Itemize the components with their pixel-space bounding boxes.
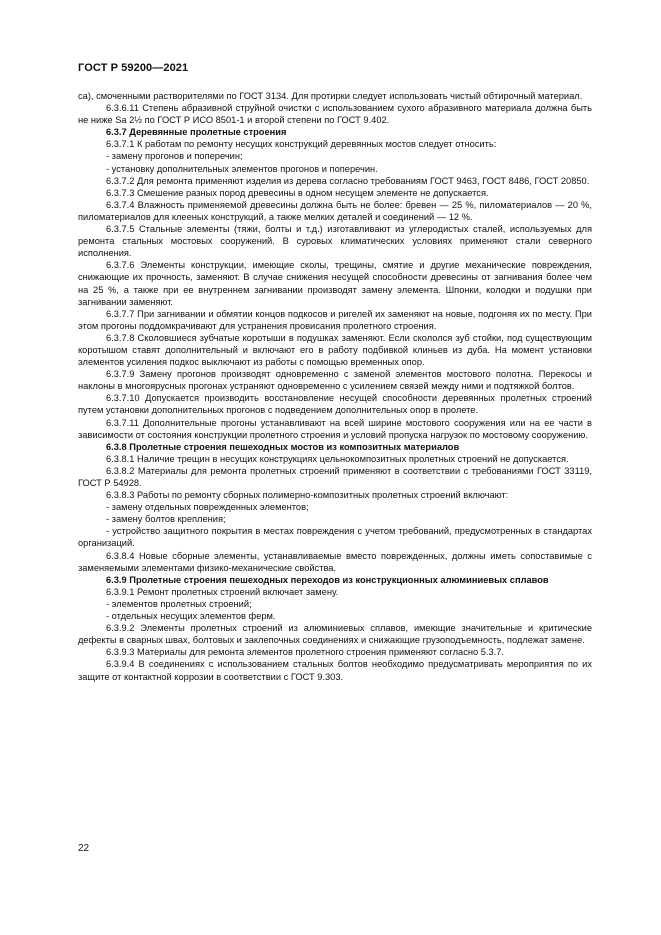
paragraph: 6.3.7.11 Дополнительные прогоны устанавливают на всей ширине мостового сооружения или на ее части в зависимости от состояния конструкции пролетного строения и условий пропуска нагрузок по мостовому сооружению. bbox=[78, 417, 592, 440]
paragraph: 6.3.8.3 Работы по ремонту сборных полимерно-композитных пролетных строений включают: bbox=[106, 490, 509, 501]
paragraph: 6.3.7.10 Допускается производить восстановление несущей способности деревянных пролетных строений путем установки дополнительных прогонов с подведением дополнительных опор в пролете. bbox=[78, 393, 592, 416]
paragraph: 6.3.8.4 Новые сборные элементы, устанавливаемые вместо поврежденных, должны иметь сопоставимые с заменяемыми элементами физико-механические свойства. bbox=[78, 550, 592, 573]
paragraph: 6.3.7.6 Элементы конструкции, имеющие сколы, трещины, смятие и другие механические повреждения, снижающие их прочность, заменяют. В случае снижения несущей способности древесины от загнивания более чем на 25 %, а также при ее внутреннем загнивании производят замену элемента. Шпонки, колодки и подушки при загнивании заменяют. bbox=[78, 260, 592, 307]
paragraph: 6.3.7.3 Смешение разных пород древесины в одном несущем элементе не допускается. bbox=[106, 187, 489, 198]
paragraph-continuation: са), смоченными растворителями по ГОСТ 3134. Для протирки следует использовать чистый обтирочный материал. bbox=[78, 91, 583, 101]
paragraph: 6.3.8.2 Материалы для ремонта пролетных строений применяют в соответствии с требованиями ГОСТ 33119, ГОСТ Р 54928. bbox=[78, 465, 592, 488]
list-item: - замену болтов крепления; bbox=[106, 514, 226, 525]
paragraph: 6.3.9.4 В соединениях с использованием стальных болтов необходимо предусматривать мероприятия по их защите от контактной коррозии в соответствии с ГОСТ 9.303. bbox=[78, 659, 592, 682]
list-item: - замену прогонов и поперечин; bbox=[106, 151, 243, 162]
section-heading: 6.3.7 Деревянные пролетные строения bbox=[106, 127, 287, 138]
paragraph: 6.3.7.7 При загнивании и обмятии концов подкосов и ригелей их заменяют на новые, подгоняя их по месту. При этом прогоны поддомкрачивают для устранения провисания пролетного строения. bbox=[78, 308, 592, 331]
document-header-code: ГОСТ Р 59200—2021 bbox=[78, 62, 189, 74]
paragraph: 6.3.7.1 К работам по ремонту несущих конструкций деревянных мостов следует относить: bbox=[106, 139, 497, 150]
section-heading: 6.3.9 Пролетные строения пешеходных переходов из конструкционных алюминиевых сплавов bbox=[106, 574, 549, 585]
document-body bbox=[78, 90, 592, 683]
paragraph: 6.3.7.8 Сколовшиеся зубчатые коротыши в подушках заменяют. Если скололся зуб стойки, под существующим коротышом ставят дополнительный и включают его в работу подбивкой клиньев из дуба. На момент установки элементов усиления подкос выключают из работы с помощью временных опор. bbox=[78, 332, 592, 368]
section-heading: 6.3.8 Пролетные строения пешеходных мостов из композитных материалов bbox=[106, 441, 460, 452]
paragraph: 6.3.7.2 Для ремонта применяют изделия из дерева согласно требованиям ГОСТ 9463, ГОСТ 8486, ГОСТ 20850. bbox=[106, 175, 590, 186]
page-number: 22 bbox=[78, 843, 90, 854]
list-item: - отдельных несущих элементов ферм. bbox=[106, 611, 276, 622]
paragraph: 6.3.7.5 Стальные элементы (тяжи, болты и т.д.) изготавливают из углеродистых сталей, используемых для ремонта стальных мостовых сооружений. В суровых климатических условиях применяют стали северного исполнения. bbox=[78, 224, 592, 259]
paragraph: 6.3.9.1 Ремонт пролетных строений включает замену. bbox=[106, 586, 339, 597]
paragraph: 6.3.9.3 Материалы для ремонта элементов пролетного строения применяют согласно 5.3.7. bbox=[106, 647, 505, 658]
list-item: - замену отдельных поврежденных элементов; bbox=[106, 502, 309, 513]
list-item: - установку дополнительных элементов прогонов и поперечин. bbox=[106, 163, 378, 174]
list-item: - элементов пролетных строений; bbox=[106, 598, 252, 609]
paragraph: 6.3.7.4 Влажность применяемой древесины должна быть не более: бревен — 25 %, пиломатериалов — 20 %, пиломатериалов для клееных конструкций, а также мелких деталей и соединений — 12 %. bbox=[78, 199, 592, 222]
list-item: - устройство защитного покрытия в местах повреждения с учетом требований, предусмотренных в стандартах организаций. bbox=[78, 526, 592, 549]
paragraph: 6.3.8.1 Наличие трещин в несущих конструкциях цельнокомпозитных пролетных строений не допускается. bbox=[106, 453, 569, 464]
paragraph: 6.3.9.2 Элементы пролетных строений из алюминиевых сплавов, имеющие значительные и критические дефекты в сварных швах, болтовых и заклепочных соединениях и снижающие грузоподъемность, подлежат замене. bbox=[78, 623, 592, 646]
paragraph: 6.3.7.9 Замену прогонов производят одновременно с заменой элементов мостового полотна. Перекосы и наклоны в многоярусных прогонах устраняют одновременно с усилением связей между ними и подтяжкой болтов. bbox=[78, 369, 592, 392]
paragraph: 6.3.6.11 Степень абразивной струйной очистки с использованием сухого абразивного материала должна быть не ниже Sa 2½ по ГОСТ Р ИСО 8501-1 и второй степени по ГОСТ 9.402. bbox=[78, 103, 592, 126]
